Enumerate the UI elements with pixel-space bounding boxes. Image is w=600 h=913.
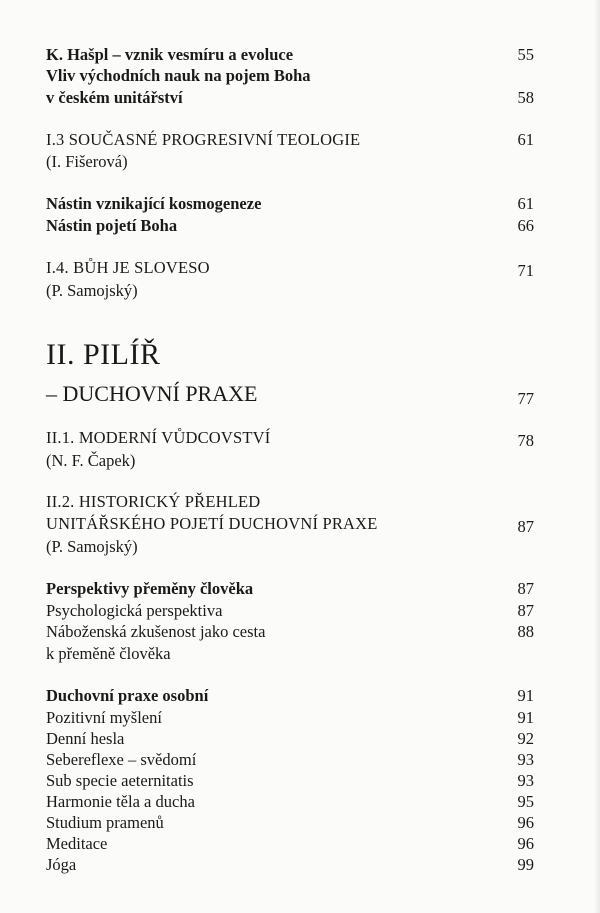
toc-part-subtitle: – DUCHOVNÍ PRAXE — [46, 381, 258, 406]
toc-entry-text: Náboženská zkušenost jako cesta — [46, 622, 266, 641]
toc-author: (I. Fišerová) — [46, 152, 128, 171]
toc-entry-text: Duchovní praxe osobní — [46, 686, 209, 705]
toc-page-number: 99 — [517, 855, 534, 874]
toc-section-heading: I.4. BŮH JE SLOVESO — [46, 258, 210, 277]
toc-page-number: 71 — [517, 261, 534, 280]
toc-page-number: 77 — [517, 389, 534, 408]
toc-entry-text: Pozitivní myšlení — [46, 708, 162, 727]
toc-entry-text: v českém unitářství — [46, 88, 183, 107]
toc-page-number: 93 — [517, 750, 534, 769]
toc-section-heading: UNITÁŘSKÉHO POJETÍ DUCHOVNÍ PRAXE — [46, 514, 378, 533]
toc-page-number: 95 — [517, 792, 534, 811]
toc-entry-text: Vliv východních nauk na pojem Boha — [46, 66, 311, 85]
toc-page-number: 61 — [517, 194, 534, 213]
toc-entry-text: Nástin pojetí Boha — [46, 216, 178, 235]
toc-section-heading: II.2. HISTORICKÝ PŘEHLED — [46, 492, 261, 511]
toc-entry-text: K. Hašpl – vznik vesmíru a evoluce — [46, 45, 294, 64]
toc-author: (N. F. Čapek) — [46, 451, 136, 470]
toc-entry-text: Studium pramenů — [46, 813, 164, 832]
toc-page-number: 88 — [517, 622, 534, 641]
toc-page-number: 96 — [517, 834, 534, 853]
toc-entry-text: Denní hesla — [46, 729, 125, 748]
toc-section-heading: I.3 SOUČASNÉ PROGRESIVNÍ TEOLOGIE — [46, 130, 361, 149]
toc-author: (P. Samojský) — [46, 537, 138, 556]
toc-page-number: 93 — [517, 771, 534, 790]
page-edge-shadow — [594, 0, 600, 913]
toc-section-heading: II.1. MODERNÍ VŮDCOVSTVÍ — [46, 428, 271, 447]
toc-page-number: 58 — [517, 88, 534, 107]
toc-entry-text: Psychologická perspektiva — [46, 601, 223, 620]
toc-page-number: 87 — [517, 579, 534, 598]
toc-entry-text: Harmonie těla a ducha — [46, 792, 195, 811]
toc-page-number: 61 — [517, 130, 534, 149]
toc-page-number: 96 — [517, 813, 534, 832]
toc-page-number: 87 — [517, 517, 534, 536]
toc-entry-text: Perspektivy přeměny člověka — [46, 579, 254, 598]
toc-entry-text: Sub specie aeternitatis — [46, 771, 194, 790]
toc-entry-text: Sebereflexe – svědomí — [46, 750, 197, 769]
toc-entry-text: Nástin vznikající kosmogeneze — [46, 194, 262, 213]
toc-page-number: 91 — [517, 686, 534, 705]
toc-page-number: 91 — [517, 708, 534, 727]
toc-entry-text: Meditace — [46, 834, 108, 853]
toc-page-number: 66 — [517, 216, 534, 235]
toc-page-number: 92 — [517, 729, 534, 748]
toc-author: (P. Samojský) — [46, 281, 138, 300]
toc-page-number: 87 — [517, 601, 534, 620]
toc-entry-text: Jóga — [46, 855, 77, 874]
toc-page-number: 55 — [517, 45, 534, 64]
toc-part-title: II. PILÍŘ — [46, 338, 161, 371]
toc-page-number: 78 — [517, 431, 534, 450]
toc-entry-text: k přeměně člověka — [46, 644, 171, 663]
